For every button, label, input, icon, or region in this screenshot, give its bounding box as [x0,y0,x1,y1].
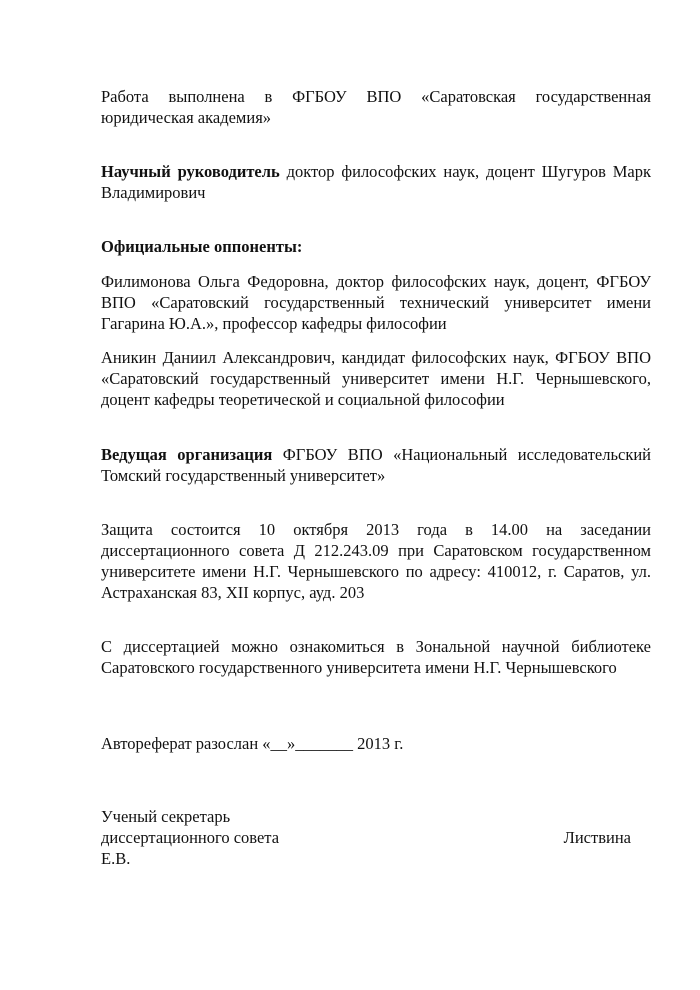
secretary-council: диссертационного совета [101,828,280,847]
leading-organization-text: ФГБОУ ВПО «Национальный исследовательский Томский государственный университет» [101,445,651,485]
supervisor-paragraph [101,161,651,203]
opponent-1-paragraph: Филимонова Ольга Федоровна, доктор философских наук, доцент, ФГБОУ ВПО «Саратовский государственный технический университет имени Гагарина Ю.А.», профессор кафедры философии [101,272,651,333]
library-paragraph: С диссертацией можно ознакомиться в Зональной научной библиотеке Саратовского государственного университета имени Н.Г. Чернышевского [101,637,651,677]
defense-paragraph: Защита состоится 10 октября 2013 года в 14.00 на заседании диссертационного совета Д 212.243.09 при Саратовском государственном университете имени Н.Г. Чернышевского по адресу: 410012, г. Саратов, ул. Астраханская 83, XII корпус, ауд. 203 [101,520,651,602]
leading-organization-label: Ведущая организация [101,445,273,464]
opponents-heading: Официальные оппоненты: [101,237,303,256]
work-done-paragraph: Работа выполнена в ФГБОУ ВПО «Саратовская государственная юридическая академия» [101,87,651,127]
secretary-initials: Е.В. [101,849,131,868]
supervisor-label: Научный руководитель [101,162,280,181]
abstract-sent-line: Автореферат разослан «__»_______ 2013 г. [101,734,404,753]
leading-organization-paragraph [101,444,651,486]
secretary-surname: Листвина [563,828,631,847]
opponent-2-paragraph: Аникин Даниил Александрович, кандидат философских наук, ФГБОУ ВПО «Саратовский государственный университет имени Н.Г. Чернышевского, доцент кафедры теоретической и социальной философии [101,348,651,409]
supervisor-text: доктор философских наук, доцент Шугуров Марк Владимирович [101,162,651,202]
secretary-title: Ученый секретарь [101,807,231,826]
secretary-row [101,827,631,848]
secretary-block [101,806,651,869]
